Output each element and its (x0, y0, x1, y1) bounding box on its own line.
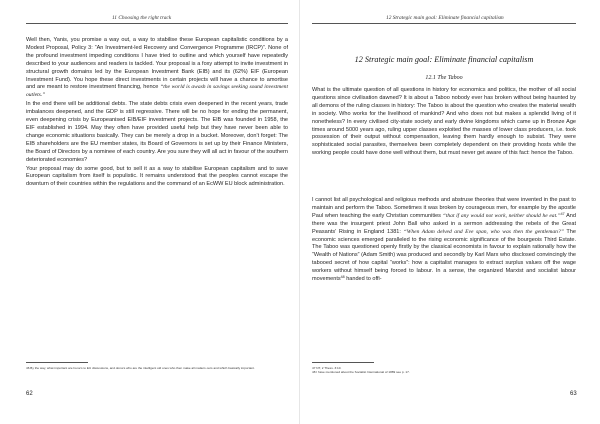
right-quote-2: “When Adam delved and Eve span, who was then the gentleman?” (403, 228, 564, 235)
footnote-ref-48: 48 (340, 275, 345, 280)
running-head-left: 11 Choosing the right track (112, 15, 172, 21)
chapter-title: 12 Strategic main goal: Eliminate financial capitalism (354, 55, 534, 64)
left-paragraph-1: Well then, Yanis, you promise a way out, a way to stabilise these European capitalistic conditions by a Modest Proposal, Policy 3: “An Investment-led Recovery and Convergence Programme (IRCP)”. None of the profound investment impeding conditions I have tried to outline and which yourself have repeatedly described to your audiences and readers is tackled. Your proposal is a foxy attempt to invite investment in structural growth domains led by the European Investment Bank (EIB) and its (62%) EIF (European Investment Fund). You hope these direct investments in certain projects will have a chance to amortise and are meant to restore investment financing, hence “the world is awash in savings seeking sound investment outlets.” (26, 37, 288, 99)
header-rule-right (312, 23, 576, 24)
right-quote-1: “that if any would not work, neither should he eat.” (442, 212, 561, 219)
right-page (300, 0, 600, 424)
right-paragraph-2: I cannot list all psychological and religious methods and abstruse theories that were invented in the past to maintain and perform the Taboo. Sometimes it was broken by courageous men, for example by the apostle Paul when teaching the early Christian communities “that if any would not work, neither should he eat.”$^{47}$ And there was the insurgent priest John Ball who asked in a sermon addressing the rebels of the Great Peasants’ Rising in England 1381: “When Adam delved and Eve span, who was then the gentleman?” The economic sciences emerged paralleled to the rising economic significance of the bourgeois Third Estate. The Taboo was questioned openly firstly by the classical economists in favour to explain rationally how the “Wealth of Nations” (Adam Smith) was produced and secondly by Karl Marx who disclosed convincingly the tabooed secret of how capital “works”: how a capitalist manages to extract surplus values off the wage workers without himself being forced to labour. In a sense, the organized Marxist and socialist labour movements$^{48}$ handed to offi- (312, 197, 576, 283)
footnote-47: 47 NT, 2 Thess. 3:10. (312, 366, 342, 370)
left-paragraph-2: In the end there will be additional debts. The state debts crisis even deepened in the recent years, trade imbalances deepened, and the GDP is still regressive. There will be no hope for ending the permanent, even deepening crisis by Europeanised EIB/EIF investment projects. The EIB was founded in 1958, the EIF established in 1994. May they often have provided useful help but they have never been able to change economic situations basically. They can be merely a drop in a bucket. Moreover, don’t forget: The EIB shareholders are the EU member states, its Board of Governors is set up by their Finance Ministers, the Board of Directors by a nominee of each country. Are you sure they will all act in favour of the southern deteriorated economies? (26, 101, 288, 163)
footnote-rule-right (312, 362, 374, 363)
right-paragraph-1: What is the ultimate question of all questions in history for economics and politics, the mother of all social questions since civilisation dawned? It is about a Taboo nobody ever has broken without being haunted by all demons of the ruling classes in history: The Taboo is about the question who creates the material wealth in society. Who works for the livelihood of mankind? And who does not but makes a splendid living of it nonetheless? In every civilised city-state society and early divine kingdoms which came up in Bronze Age times around 5000 years ago, ruling upper classes exploited the masses of lower class producers, i.e. took possession of their output without compensation, leaving them hardly enough to subsist. They were sophisticated social parasites, themselves been completely dependent on their providing hosts while the working people could have done well without them, but must never get aware of this fact: hence the Taboo. (312, 87, 576, 157)
running-head-right: 12 Strategic main goal: Eliminate financial capitalism (386, 15, 504, 21)
page-number-right: 63 (570, 391, 577, 397)
right-body-text (312, 197, 576, 284)
footnote-rule-left (26, 362, 88, 363)
footnote-ref-47: 47 (560, 211, 565, 216)
page-number-left: 62 (26, 391, 33, 397)
left-body-text (26, 37, 288, 189)
header-rule-left (26, 23, 288, 24)
footnote-48: 48 I have mentioned about the Socialist International of 1889 see p. 17. (312, 370, 410, 375)
footnote-left: 46 By the way, what important are Irene's to EU discussions, and donors who are the intelligent old ones who then make all matters ours and which basically important. (26, 366, 255, 370)
footnotes-right (312, 366, 576, 375)
left-paragraph-3: Your proposal may do some good, but to sell it as a way to stabilise European capitalism and to save European capitalism from itself is populistic. It remains understood that the peoples cannot escape the downturn of their countries within the regulations and the command of an EcWW EU block administration. (26, 165, 288, 188)
section-title: 12.1 The Taboo (425, 75, 463, 81)
left-quote: “the world is awash in savings seeking sound investment outlets.” (26, 84, 288, 99)
